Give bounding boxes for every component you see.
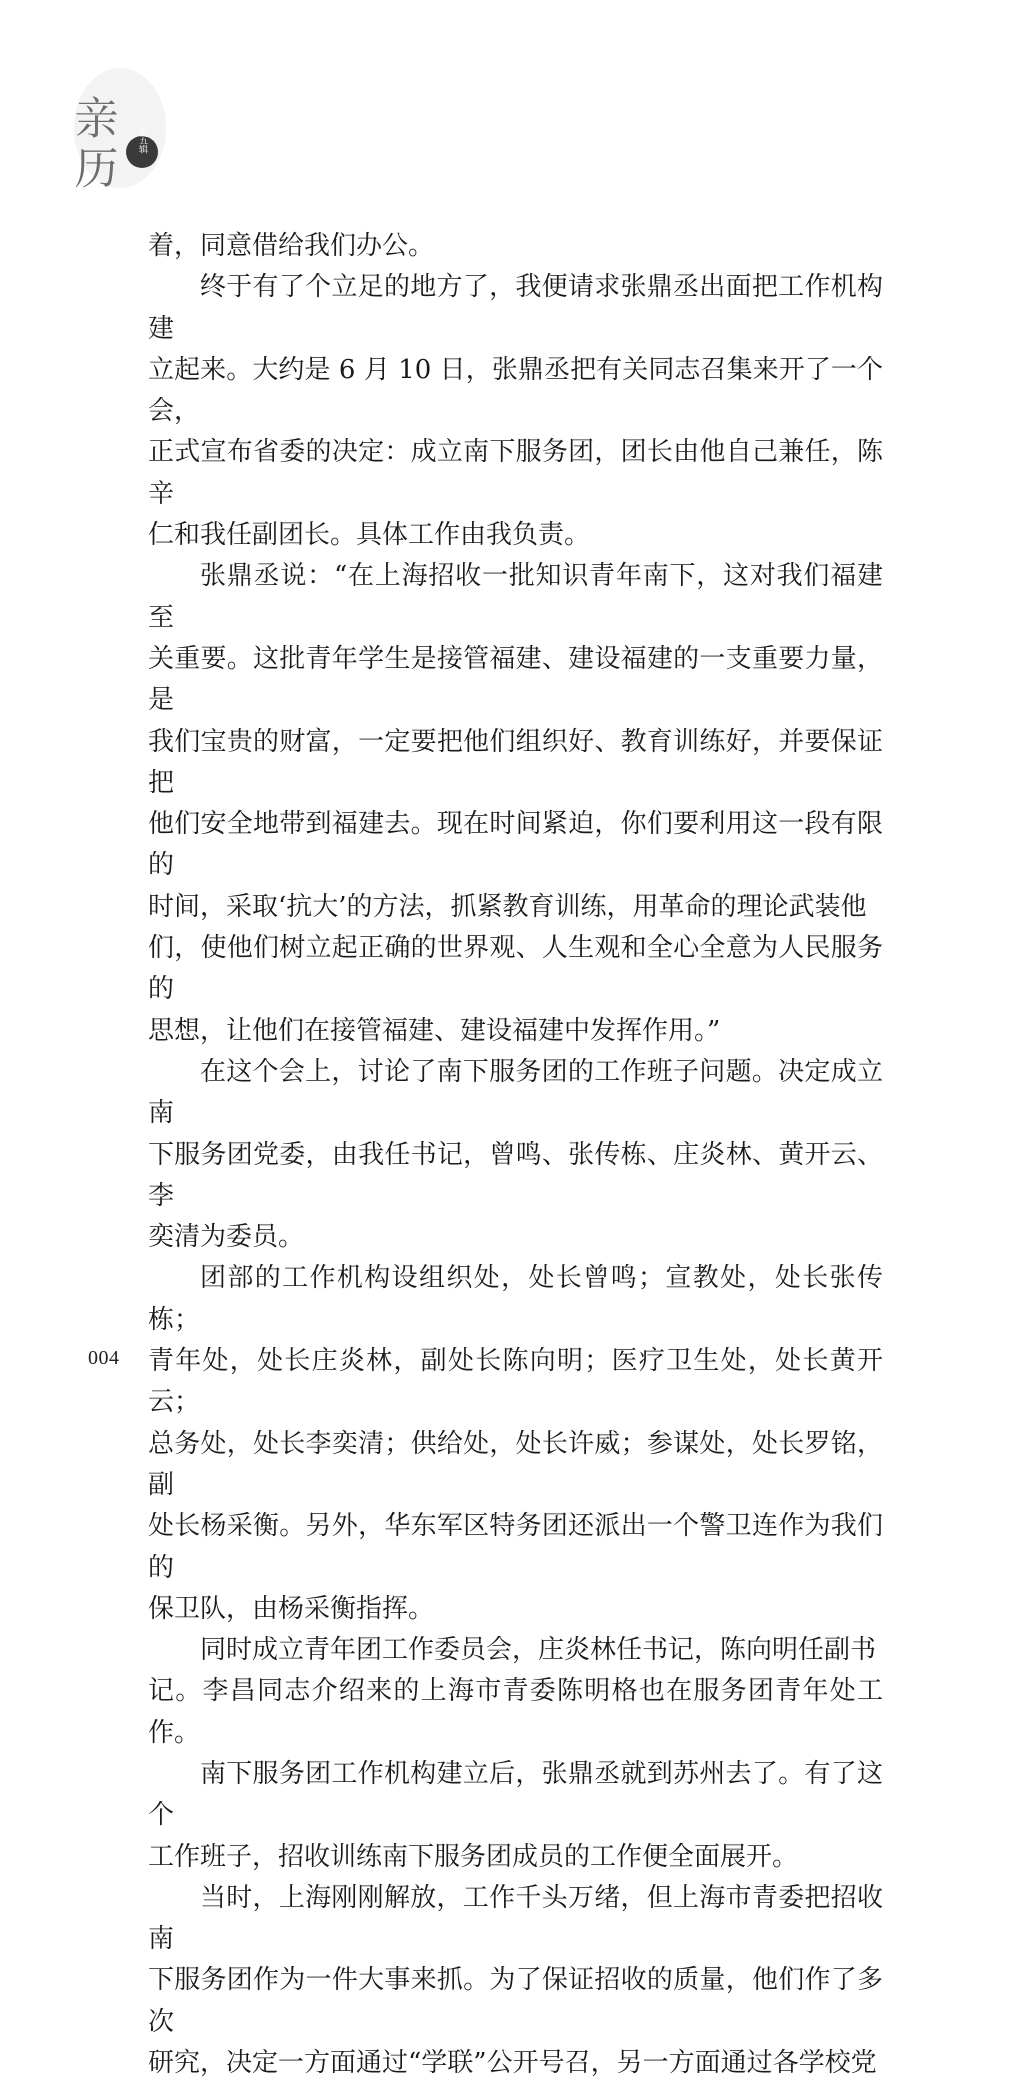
paragraph: 同时成立青年团工作委员会，庄炎林任书记，陈向明任副书 记。李昌同志介绍来的上海市青委陈明格也在服务团青年处工作。 (148, 1635, 883, 1748)
paragraph: 张鼎丞说：“在上海招收一批知识青年南下，这对我们福建至 关重要。这批青年学生是接管福建、建设福建的一支重要力量，是 我们宝贵的财富，一定要把他们组织好、教育训练好，并要保证把 他们安全地带到福建去。现在时间紧迫，你们要利用这一段有限的 时间，采取‘抗大’的方法，抓紧教育训练，用革命的理论武装他 们，使他们树立起正确的世界观、人生观和全心全意为人民服务的 思想，让他们在接管福建、建设福建中发挥作用。” (148, 561, 883, 1046)
series-logo-badge: 第五辑 (137, 126, 147, 154)
body-text (148, 226, 883, 2084)
paragraph: 团部的工作机构设组织处，处长曾鸣；宣教处，处长张传栋； 青年处，处长庄炎林，副处长陈向明；医疗卫生处，处长黄开云； 总务处，处长李奕清；供给处，处长许威；参谋处，处长罗铭，副 处长杨采衡。另外，华东军区特务团还派出一个警卫连作为我们的 保卫队，由杨采衡指挥。 (148, 1263, 883, 1624)
series-logo-text: 亲历 (70, 95, 118, 195)
paragraph: 南下服务团工作机构建立后，张鼎丞就到苏州去了。有了这个 工作班子，招收训练南下服务团成员的工作便全面展开。 (148, 1758, 883, 1872)
paragraph: 当时，上海刚刚解放，工作千头万绪，但上海市青委把招收南 下服务团作为一件大事来抓。为了保证招收的质量，他们作了多次 研究，决定一方面通过“学联”公开号召，另一方面通过各学校党 (148, 1882, 883, 2079)
paragraph: 在这个会上，讨论了南下服务团的工作班子问题。决定成立南 下服务团党委，由我任书记，曾鸣、张传栋、庄炎林、黄开云、李 奕清为委员。 (148, 1056, 883, 1253)
paragraph-continuation: 着，同意借给我们办公。 (148, 231, 435, 261)
series-logo-emblem (70, 60, 170, 195)
page-number: 004 (88, 1347, 120, 1369)
paragraph: 终于有了个立足的地方了，我便请求张鼎丞出面把工作机构建 立起来。大约是 6 月 10 日，张鼎丞把有关同志召集来开了一个会， 正式宣布省委的决定：成立南下服务团，团长由他自己兼任，陈辛 仁和我任副团长。具体工作由我负责。 (148, 272, 883, 551)
series-logo (70, 60, 170, 195)
